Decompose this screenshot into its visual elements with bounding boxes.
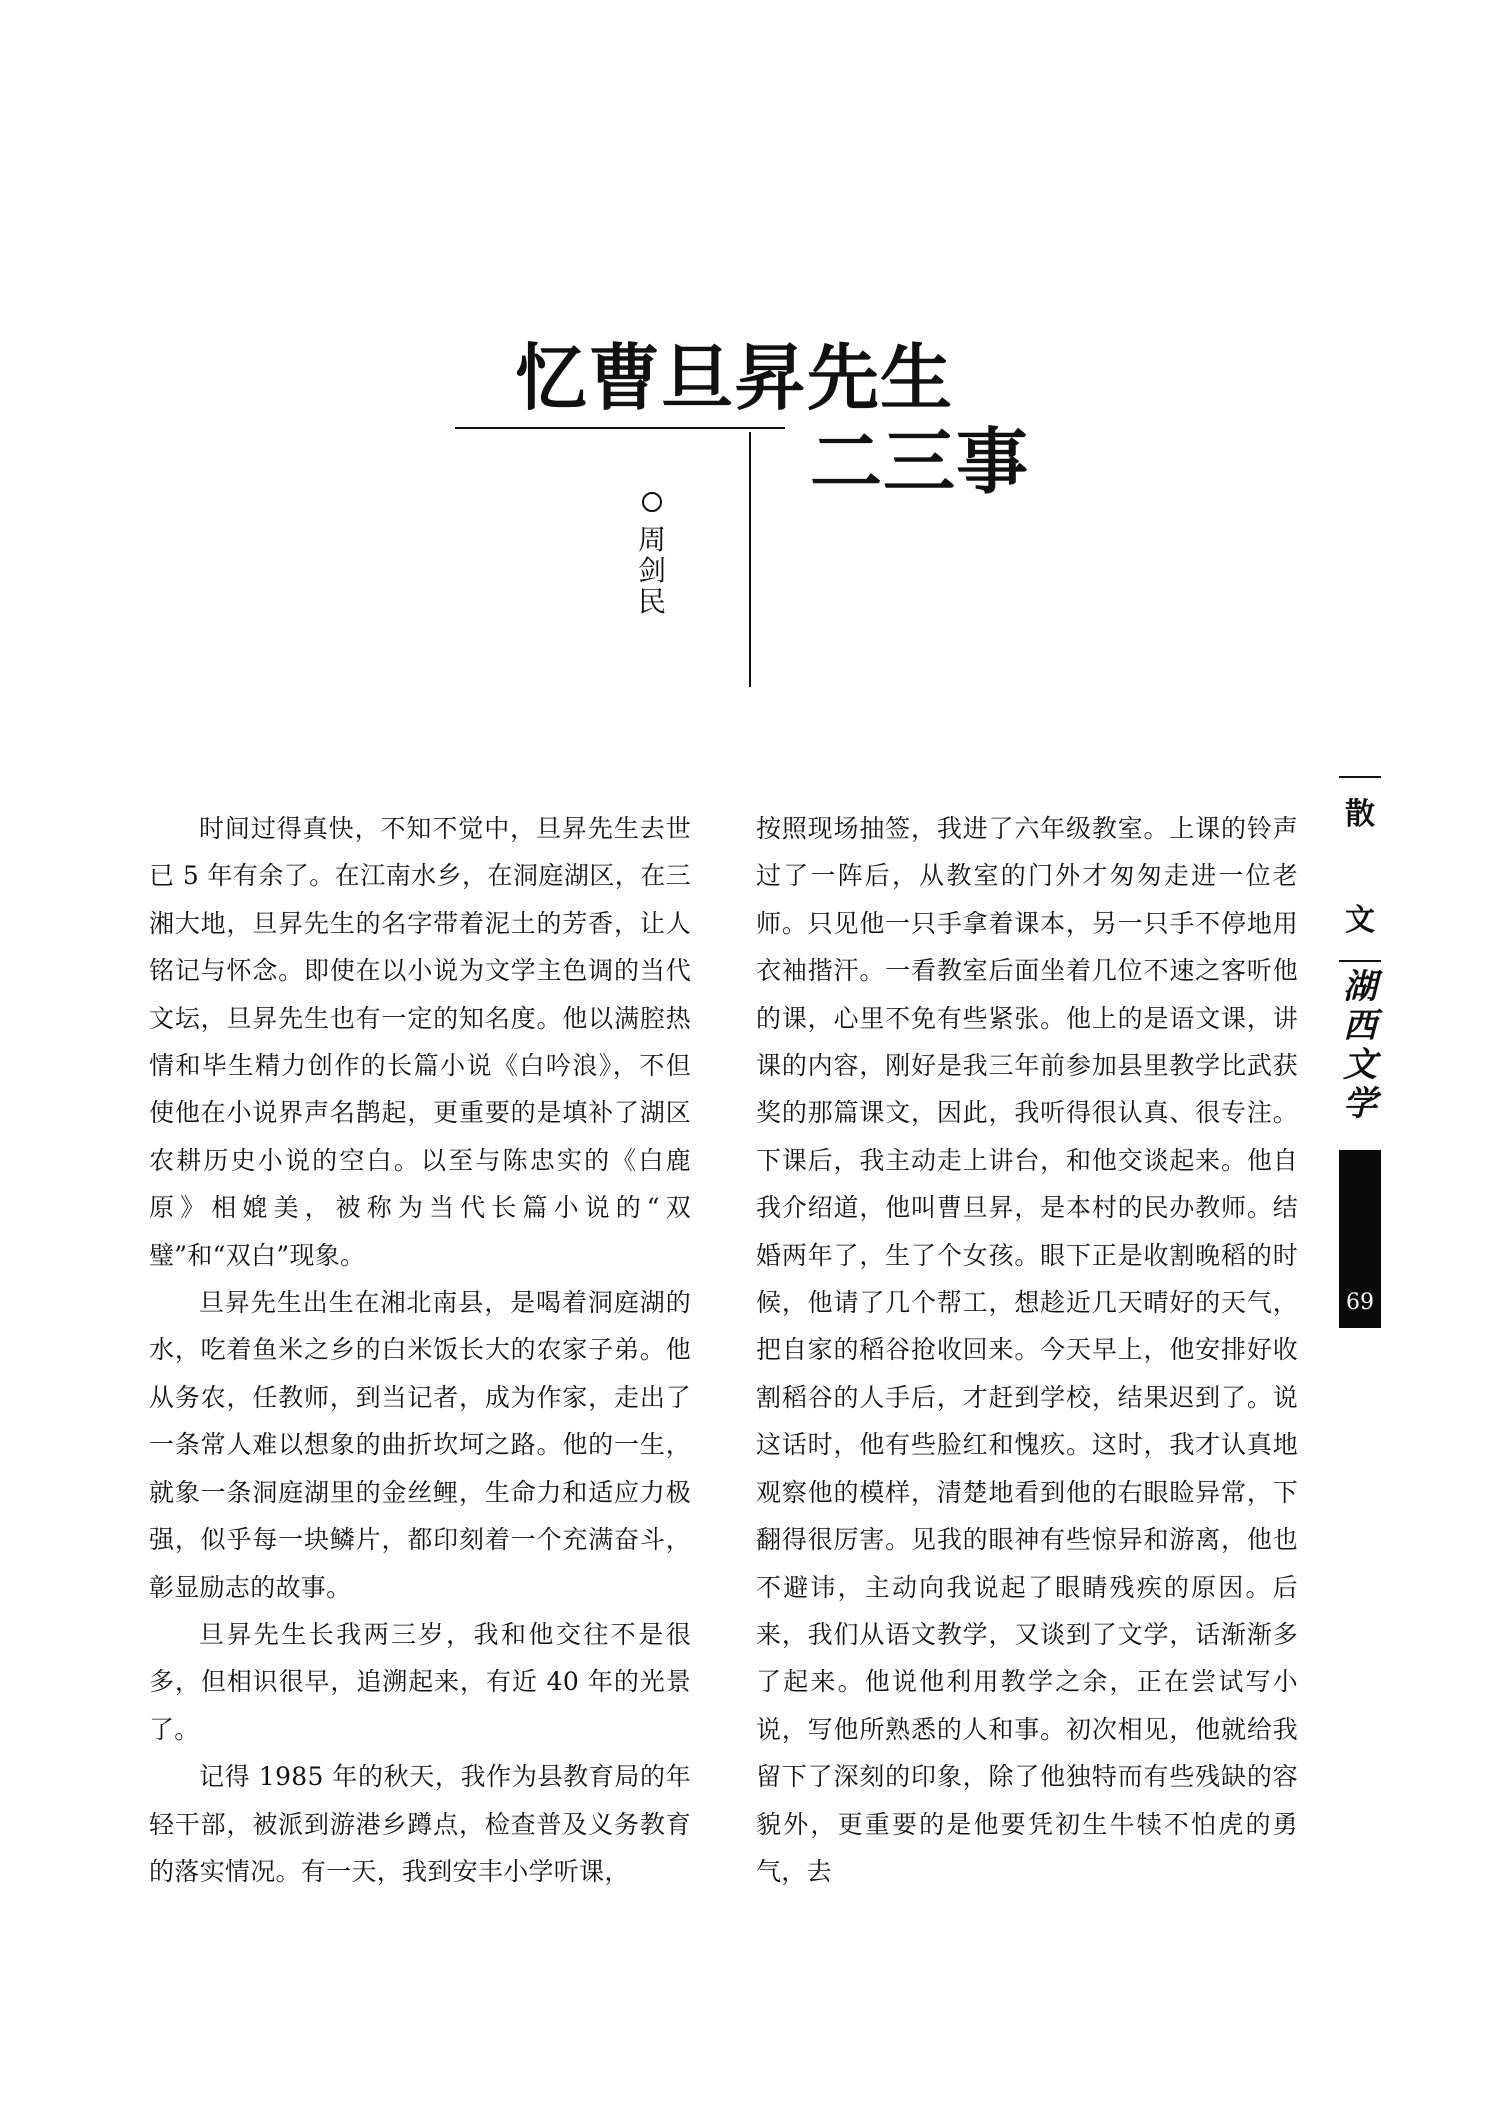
body-column-right [756,805,1298,1905]
paragraph: 时间过得真快，不知不觉中，旦昇先生去世已 5 年有余了。在江南水乡，在洞庭湖区，在三湘大地，旦昇先生的名字带着泥土的芳香，让人铭记与怀念。即使在以小说为文学主色调的当代文坛，旦昇先生也有一定的知名度。他以满腔热情和毕生精力创作的长篇小说《白吟浪》，不但使他在小说界声名鹊起，更重要的是填补了湖区农耕历史小说的空白。以至与陈忠实的《白鹿原》相媲美，被称为当代长篇小说的“双璧”和“双白”现象。 [149,814,691,1270]
journal-logo: 湖西文学 [1343,967,1377,1124]
paragraph: 记得 1985 年的秋天，我作为县教育局的年轻干部，被派到游港乡蹲点，检查普及义务教育的落实情况。有一天，我到安丰小学听课， [149,1762,691,1886]
title-horizontal-rule [455,427,785,429]
author-byline [636,488,668,617]
article-title-line1: 忆曹旦昇先生 [515,336,954,420]
title-vertical-rule [749,432,751,687]
sidebar-rule-middle [1339,960,1381,962]
circle-bullet-icon [642,492,662,512]
article-title-line2: 二三事 [810,420,1030,504]
paragraph: 按照现场抽签，我进了六年级教室。上课的铃声过了一阵后，从教室的门外才匆匆走进一位老师。只见他一只手拿着课本，另一只手不停地用衣袖揩汗。一看教室后面坐着几位不速之客听他的课，心里不免有些紧张。他上的是语文课，讲课的内容，刚好是我三年前参加县里教学比武获奖的那篇课文，因此，我听得很认真、很专注。下课后，我主动走上讲台，和他交谈起来。他自我介绍道，他叫曹旦昇，是本村的民办教师。结婚两年了，生了个女孩。眼下正是收割晚稻的时候，他请了几个帮工，想趁近几天晴好的天气，把自家的稻谷抢收回来。今天早上，他安排好收割稻谷的人手后，才赶到学校，结果迟到了。说这话时，他有些脸红和愧疚。这时，我才认真地观察他的模样，清楚地看到他的右眼睑异常，下翻得很厉害。见我的眼神有些惊异和游离，他也不避讳，主动向我说起了眼睛残疾的原因。后来，我们从语文教学，又谈到了文学，话渐渐多了起来。他说他利用教学之余，正在尝试写小说，写他所熟悉的人和事。初次相见，他就给我留下了深刻的印象，除了他独特而有些残缺的容貌外，更重要的是他要凭初生牛犊不怕虎的勇气，去 [756,814,1298,1886]
paragraph: 旦昇先生长我两三岁，我和他交往不是很多，但相识很早，追溯起来，有近 40 年的光景了。 [149,1619,691,1744]
page-number: 69 [1346,1290,1374,1315]
page-number-tab [1339,1150,1381,1328]
sidebar-section-char-1: 散 [1345,797,1375,832]
paragraph: 旦昇先生出生在湘北南县，是喝着洞庭湖的水，吃着鱼米之乡的白米饭长大的农家子弟。他从务农，任教师，到当记者，成为作家，走出了一条常人难以想象的曲折坎坷之路。他的一生，就象一条洞庭湖里的金丝鲤，生命力和适应力极强，似乎每一块鳞片，都印刻着一个充满奋斗，彰显励志的故事。 [149,1288,691,1602]
sidebar-section-char-2: 文 [1345,903,1375,938]
sidebar-rule-top [1339,776,1381,778]
author-name: 周剑民 [637,523,666,618]
body-column-left [149,805,691,1905]
